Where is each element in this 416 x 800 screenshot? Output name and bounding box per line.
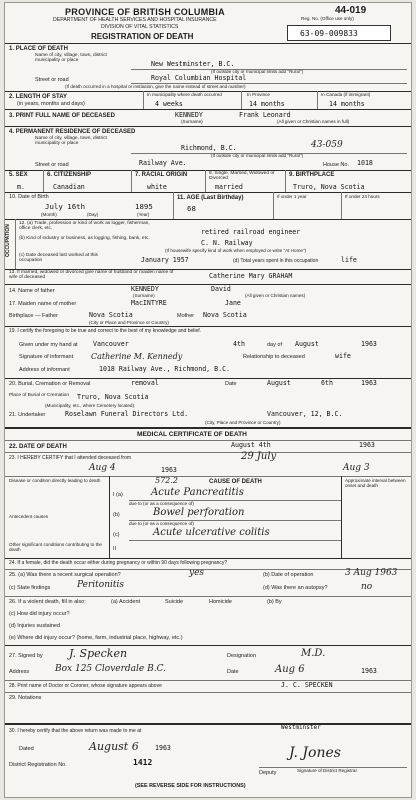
divider: [5, 326, 412, 327]
reg-no-label: Reg. No. (Office use only): [301, 16, 354, 21]
f4-city-label: Name of city, village, town, district municipality or place: [35, 136, 107, 146]
f10-label: 10. Date of Birth: [9, 194, 49, 200]
f4-street-label: Street or road: [35, 162, 69, 168]
f12c-label: (c) Date deceased last worked at this occupation: [19, 253, 98, 263]
divider: [5, 219, 412, 220]
f20-place-value: Truro, Nova Scotia: [77, 393, 149, 401]
f26-label: 26. If a violent death, fill in also:: [9, 599, 86, 605]
f3-num: 3.: [9, 113, 15, 119]
f14-father-surname: KENNEDY: [131, 285, 159, 293]
f19-sig-value: Catherine M. Kennedy: [91, 352, 183, 361]
f30-place: Westminster: [281, 724, 321, 731]
divider: [5, 596, 412, 597]
f30-dated-year: 1963: [155, 744, 171, 752]
f25b-value: 3 Aug 1963: [345, 568, 398, 578]
f3-given: Frank Leonard: [239, 111, 291, 119]
divider: [5, 723, 412, 725]
divider: [5, 680, 412, 681]
f14-bp-mother: Nova Scotia: [203, 311, 247, 319]
f19-month-value: August: [295, 340, 319, 348]
f25a-label: 25. (a) Was there a recent surgical operation?: [9, 572, 121, 578]
cause-disease-label: Disease or condition directly leading to death: [9, 478, 101, 483]
cause-ia: I (a): [113, 492, 123, 498]
f2-num: 2.: [9, 94, 15, 100]
f8-value: married: [215, 183, 243, 191]
f27-signed-label: 27. Signed by: [9, 653, 43, 659]
f1-num: 1.: [9, 46, 15, 52]
f6-value: Canadian: [53, 183, 85, 191]
f8-label: 8. Single, Married, Widowed or Divorced: [209, 171, 275, 181]
divider: [5, 109, 412, 110]
divider: [5, 558, 412, 559]
f3-given-note: (All given or Christian names in full): [277, 119, 350, 124]
f2-col1-label: In municipality where death occurred: [147, 92, 222, 97]
f1-street-note: (If death occurred in a hospital or institution, give the name instead of street and number): [65, 84, 246, 89]
death-registration-form: [4, 2, 412, 798]
f23-label: 23. I HEREBY CERTIFY that I attended deceased from: [9, 455, 132, 461]
f12a-label: 12. (a) Trade, profession or kind of work as logger, fisherman, office clerk, etc.: [19, 221, 150, 231]
cause-c: Acute ulcerative colitis: [153, 527, 270, 538]
f19-year-value: 1963: [361, 340, 377, 348]
f30-registrar-signature: J. Jones: [289, 745, 341, 761]
f30-district-label: District Registration No.: [9, 762, 67, 768]
f14-father-given: David: [211, 285, 231, 293]
f3-surname-note: (Surname): [181, 119, 203, 124]
cause-ic: (c): [113, 532, 120, 538]
f19-day-of: day of: [267, 342, 282, 348]
f28-value: J. C. SPECKEN: [281, 681, 333, 689]
f20-year-value: 1963: [361, 379, 377, 387]
f23-from: 29 July: [241, 451, 277, 462]
f25c-label: (c) State findings: [9, 585, 51, 591]
f14-bp-father: Nova Scotia: [89, 311, 133, 319]
divider: [109, 476, 110, 558]
f14-father-note: (Surname): [133, 293, 155, 298]
cause-ib: (b): [113, 512, 120, 518]
f27-desig-label: Designation: [227, 653, 257, 659]
f23-to-last: Aug 3: [343, 463, 370, 473]
f4-city-value: Richmond, B.C.: [181, 144, 237, 152]
f4-city-note: (If outside city or municipal limits add "Rural"): [211, 153, 304, 158]
cause-code: 572.2: [155, 476, 178, 485]
f20-date-label: Date: [225, 381, 237, 387]
divider: [143, 91, 144, 109]
divider: [273, 192, 274, 219]
province-title: PROVINCE OF BRITISH COLUMBIA: [65, 7, 225, 17]
f9-label: 9. BIRTHPLACE: [289, 172, 335, 178]
f2-col3-value: 14 months: [329, 100, 365, 108]
f12b-label: (b) Kind of industry or business, as logging, fishing, bank, etc.: [19, 236, 150, 241]
divider: [5, 452, 412, 453]
divider: [341, 476, 342, 558]
f1-city-label: Name of city, village, town, district municipality or place: [35, 53, 107, 63]
f12a-value: retired railroad engineer: [201, 228, 301, 236]
f1-label: [9, 46, 68, 52]
f30-district-value: 1412: [133, 758, 153, 767]
cause-antecedent-label: Antecedent causes: [9, 514, 49, 519]
f27-desig-value: M.D.: [301, 648, 326, 659]
f27-date-value: Aug 6: [275, 664, 305, 675]
f19-day-value: 4th: [233, 340, 245, 348]
f3-label: [9, 113, 115, 119]
f20-date-value: August: [267, 379, 291, 387]
f9-value: Truro, Nova Scotia: [293, 183, 365, 191]
f3-surname: KENNEDY: [175, 111, 203, 119]
f19-addr-label: Address of informant: [19, 367, 70, 373]
f26c-label: (c) How did injury occur?: [9, 611, 70, 617]
f14-bp-note: (City or Place and Province or Country): [89, 320, 169, 325]
f19-rel-label: Relationship to deceased: [243, 354, 305, 360]
f25d-value: no: [361, 582, 373, 592]
f29-label: 29. Notations: [9, 695, 42, 701]
f13-label: 13. If married, widowed or divorced give name of husband or maiden name of wife of deceased: [9, 270, 174, 280]
f22-label: 22. DATE OF DEATH: [9, 444, 67, 450]
f4-house-label: House No.: [323, 162, 349, 168]
f12b-note: (If housewife specify kind of work when employed or write "At Home"): [165, 248, 307, 253]
f14-bp-mother-label: Mother: [177, 313, 195, 319]
f2-col2-value: 14 months: [249, 100, 285, 108]
divider: [173, 192, 174, 219]
f30-deputy: Deputy: [259, 770, 277, 776]
f27-year: 1963: [361, 667, 377, 675]
f19-rel-value: wife: [335, 352, 351, 360]
divider: [5, 43, 412, 44]
f19-label: 19. I certify the foregoing to be true and correct to the best of my knowledge and belief.: [9, 328, 202, 334]
divider: [15, 219, 16, 269]
corner-number: 44-019: [335, 5, 367, 16]
f14-mother-surname: MacINTYRE: [131, 299, 167, 307]
f4-title: PERMANENT RESIDENCE OF DECEASED: [15, 129, 136, 135]
medical-title: MEDICAL CERTIFICATE OF DEATH: [137, 431, 247, 438]
f6-label: 6. CITIZENSHIP: [47, 172, 92, 178]
cause-header: CAUSE OF DEATH: [209, 479, 262, 485]
f4-label: [9, 129, 135, 135]
f23-year: 1963: [161, 466, 177, 474]
f4-street-value: Railway Ave.: [139, 159, 187, 167]
f5-sex-value: m.: [17, 183, 25, 191]
divider: [205, 170, 206, 192]
f12d-value: life: [341, 256, 357, 264]
f1-street-value: Royal Columbian Hospital: [151, 74, 247, 82]
divider: [5, 126, 412, 127]
f21-note: (City, Place and Province or Country): [205, 420, 281, 425]
divider: [5, 476, 412, 477]
f4-num: 4.: [9, 129, 15, 135]
divider: [285, 170, 286, 192]
f20-value: removal: [131, 379, 159, 387]
f30-label: 30. I hereby certify that the above return was made to me at: [9, 728, 142, 734]
f25d-label: (d) Was there an autopsy?: [263, 585, 328, 591]
divider: [5, 645, 412, 646]
divider: [5, 378, 412, 379]
f12c-value: January 1957: [141, 256, 189, 264]
f24-label: 24. If a female, did the death occur either during pregnancy or within 90 days following pregnancy?: [9, 560, 228, 566]
divider: [5, 440, 412, 441]
f22-value: August 4th: [231, 441, 271, 449]
f12b-value: C. N. Railway: [201, 239, 253, 247]
divider: [341, 192, 342, 219]
f27-address-label: Address: [9, 669, 30, 675]
f19-given-at-label: Given under my hand at: [19, 342, 78, 348]
f21-value: Roselawn Funeral Directors Ltd.: [65, 410, 189, 418]
divider: [5, 284, 412, 285]
f30-dated-value: August 6: [89, 740, 139, 753]
f11-value: 68: [187, 204, 196, 213]
divider: [129, 540, 341, 541]
f27-signed-value: J. Specken: [69, 647, 128, 660]
reg-no-value: 63-09-009833: [300, 29, 358, 38]
f10-year: 1895: [135, 202, 153, 211]
f4-code: 43-059: [311, 140, 343, 150]
f4-house-value: 1018: [357, 159, 373, 167]
f1-city-value: New Westminster, B.C.: [151, 60, 235, 68]
f1-street-label: Street or road: [35, 77, 69, 83]
f26-by: (b) By: [267, 599, 282, 605]
f2-label: [9, 94, 67, 100]
f25c-value: Peritonitis: [77, 580, 124, 590]
f19-sig-label: Signature of informant: [19, 354, 74, 360]
f2-col3-label: In Canada (if immigrant): [321, 92, 371, 97]
f1-city-note: (If outside city or municipal limits add "Rural"): [211, 69, 304, 74]
due-to-2: due to (or as a consequence of): [129, 521, 194, 526]
f26-suicide: Suicide: [165, 599, 184, 605]
f30-dated-label: Dated: [19, 746, 34, 752]
f21-addr: Vancouver, 12, B.C.: [267, 410, 343, 418]
f11-under1: If under 1 year: [277, 194, 307, 199]
f10-year-note: (Year): [137, 212, 150, 217]
f14-father-label: 14. Name of father: [9, 288, 55, 294]
divider: [5, 692, 412, 693]
f26-accident: (a) Accident: [111, 599, 141, 605]
f14-bp-label: Birthplace — Father: [9, 313, 58, 319]
reg-no-box: [287, 25, 391, 41]
cause-ii: II: [113, 546, 117, 552]
f14-mother-label: 17. Maiden name of mother: [9, 301, 77, 307]
cause-a: Acute Pancreatitis: [151, 487, 244, 498]
f2-col1-value: 4 weeks: [155, 100, 183, 108]
f1-title: PLACE OF DEATH: [15, 46, 68, 52]
f28-label: 28. Print name of Doctor or Coroner, whose signature appears above: [9, 683, 162, 689]
f20-label: 20. Burial, Cremation or Removal: [9, 381, 91, 387]
f21-label: 21. Undertaker: [9, 412, 46, 418]
f14-mother-given: Jane: [225, 299, 241, 307]
f20-place-note: (Municipality, etc., where Cemetery located): [45, 403, 135, 408]
interval-header: Approximate interval between onset and death: [345, 478, 406, 488]
department-line: DEPARTMENT OF HEALTH SERVICES AND HOSPITAL INSURANCE: [53, 17, 217, 23]
f2-title: LENGTH OF STAY: [15, 94, 68, 100]
f27-date-label: Date: [227, 669, 239, 675]
divider: [5, 427, 412, 429]
divider: [43, 170, 44, 192]
f27-address-value: Box 125 Cloverdale B.C.: [55, 664, 166, 674]
f13-value: Catherine Mary GRAHAM: [209, 272, 293, 280]
f26e-label: (e) Where did injury occur? (home, farm, industrial place, highway, etc.): [9, 635, 183, 641]
due-to-1: due to (or as a consequence of): [129, 501, 194, 506]
f26d-label: (d) Injuries sustained: [9, 623, 61, 629]
f11-under24: If under 24 hours: [345, 194, 380, 199]
form-title: REGISTRATION OF DEATH: [91, 32, 194, 41]
divider: [241, 91, 242, 109]
division-line: DIVISION OF VITAL STATISTICS: [101, 24, 179, 30]
cause-other-label: Other significant conditions contributing to the death: [9, 542, 102, 552]
f25b-label: (b) Date of operation: [263, 572, 314, 578]
f10-day-note: (Day): [87, 212, 99, 217]
f7-label: 7. RACIAL ORIGIN: [135, 172, 188, 178]
f20-place-label: Place of Burial or Cremation: [9, 393, 69, 398]
f5-sex-label: 5. SEX: [9, 172, 28, 178]
f7-value: white: [147, 183, 167, 191]
f10-date: July 16th: [45, 202, 86, 211]
f25a-value: yes: [189, 568, 205, 578]
divider: [317, 91, 318, 109]
f14-father-given-note: (All given or Christian names): [245, 293, 306, 298]
f26-homicide: Homicide: [209, 599, 232, 605]
f2-col2-label: In Province: [247, 92, 270, 97]
cause-b: Bowel perforation: [153, 507, 245, 518]
f19-addr-value: 1018 Railway Ave., Richmond, B.C.: [99, 365, 231, 373]
f10-month-note: (Month): [41, 212, 57, 217]
divider: [131, 170, 132, 192]
f11-label: 11. AGE (Last Birthday): [177, 195, 244, 201]
f23-to: Aug 4: [89, 463, 116, 473]
occupation-side-label: OCCUPATION: [5, 224, 11, 257]
f3-title: PRINT FULL NAME OF DECEASED: [15, 113, 115, 119]
f2-sub: (in years, months and days): [17, 101, 85, 107]
f22-year: 1963: [359, 441, 375, 449]
f30-registrar-label: Signature of District Registrar: [297, 768, 357, 773]
f20-day-value: 6th: [321, 379, 333, 387]
divider: [5, 192, 412, 193]
footer-instructions: (SEE REVERSE SIDE FOR INSTRUCTIONS): [135, 783, 246, 789]
f12d-label: (d) Total years spent in this occupation: [233, 258, 319, 264]
f19-given-at-value: Vancouver: [93, 340, 129, 348]
